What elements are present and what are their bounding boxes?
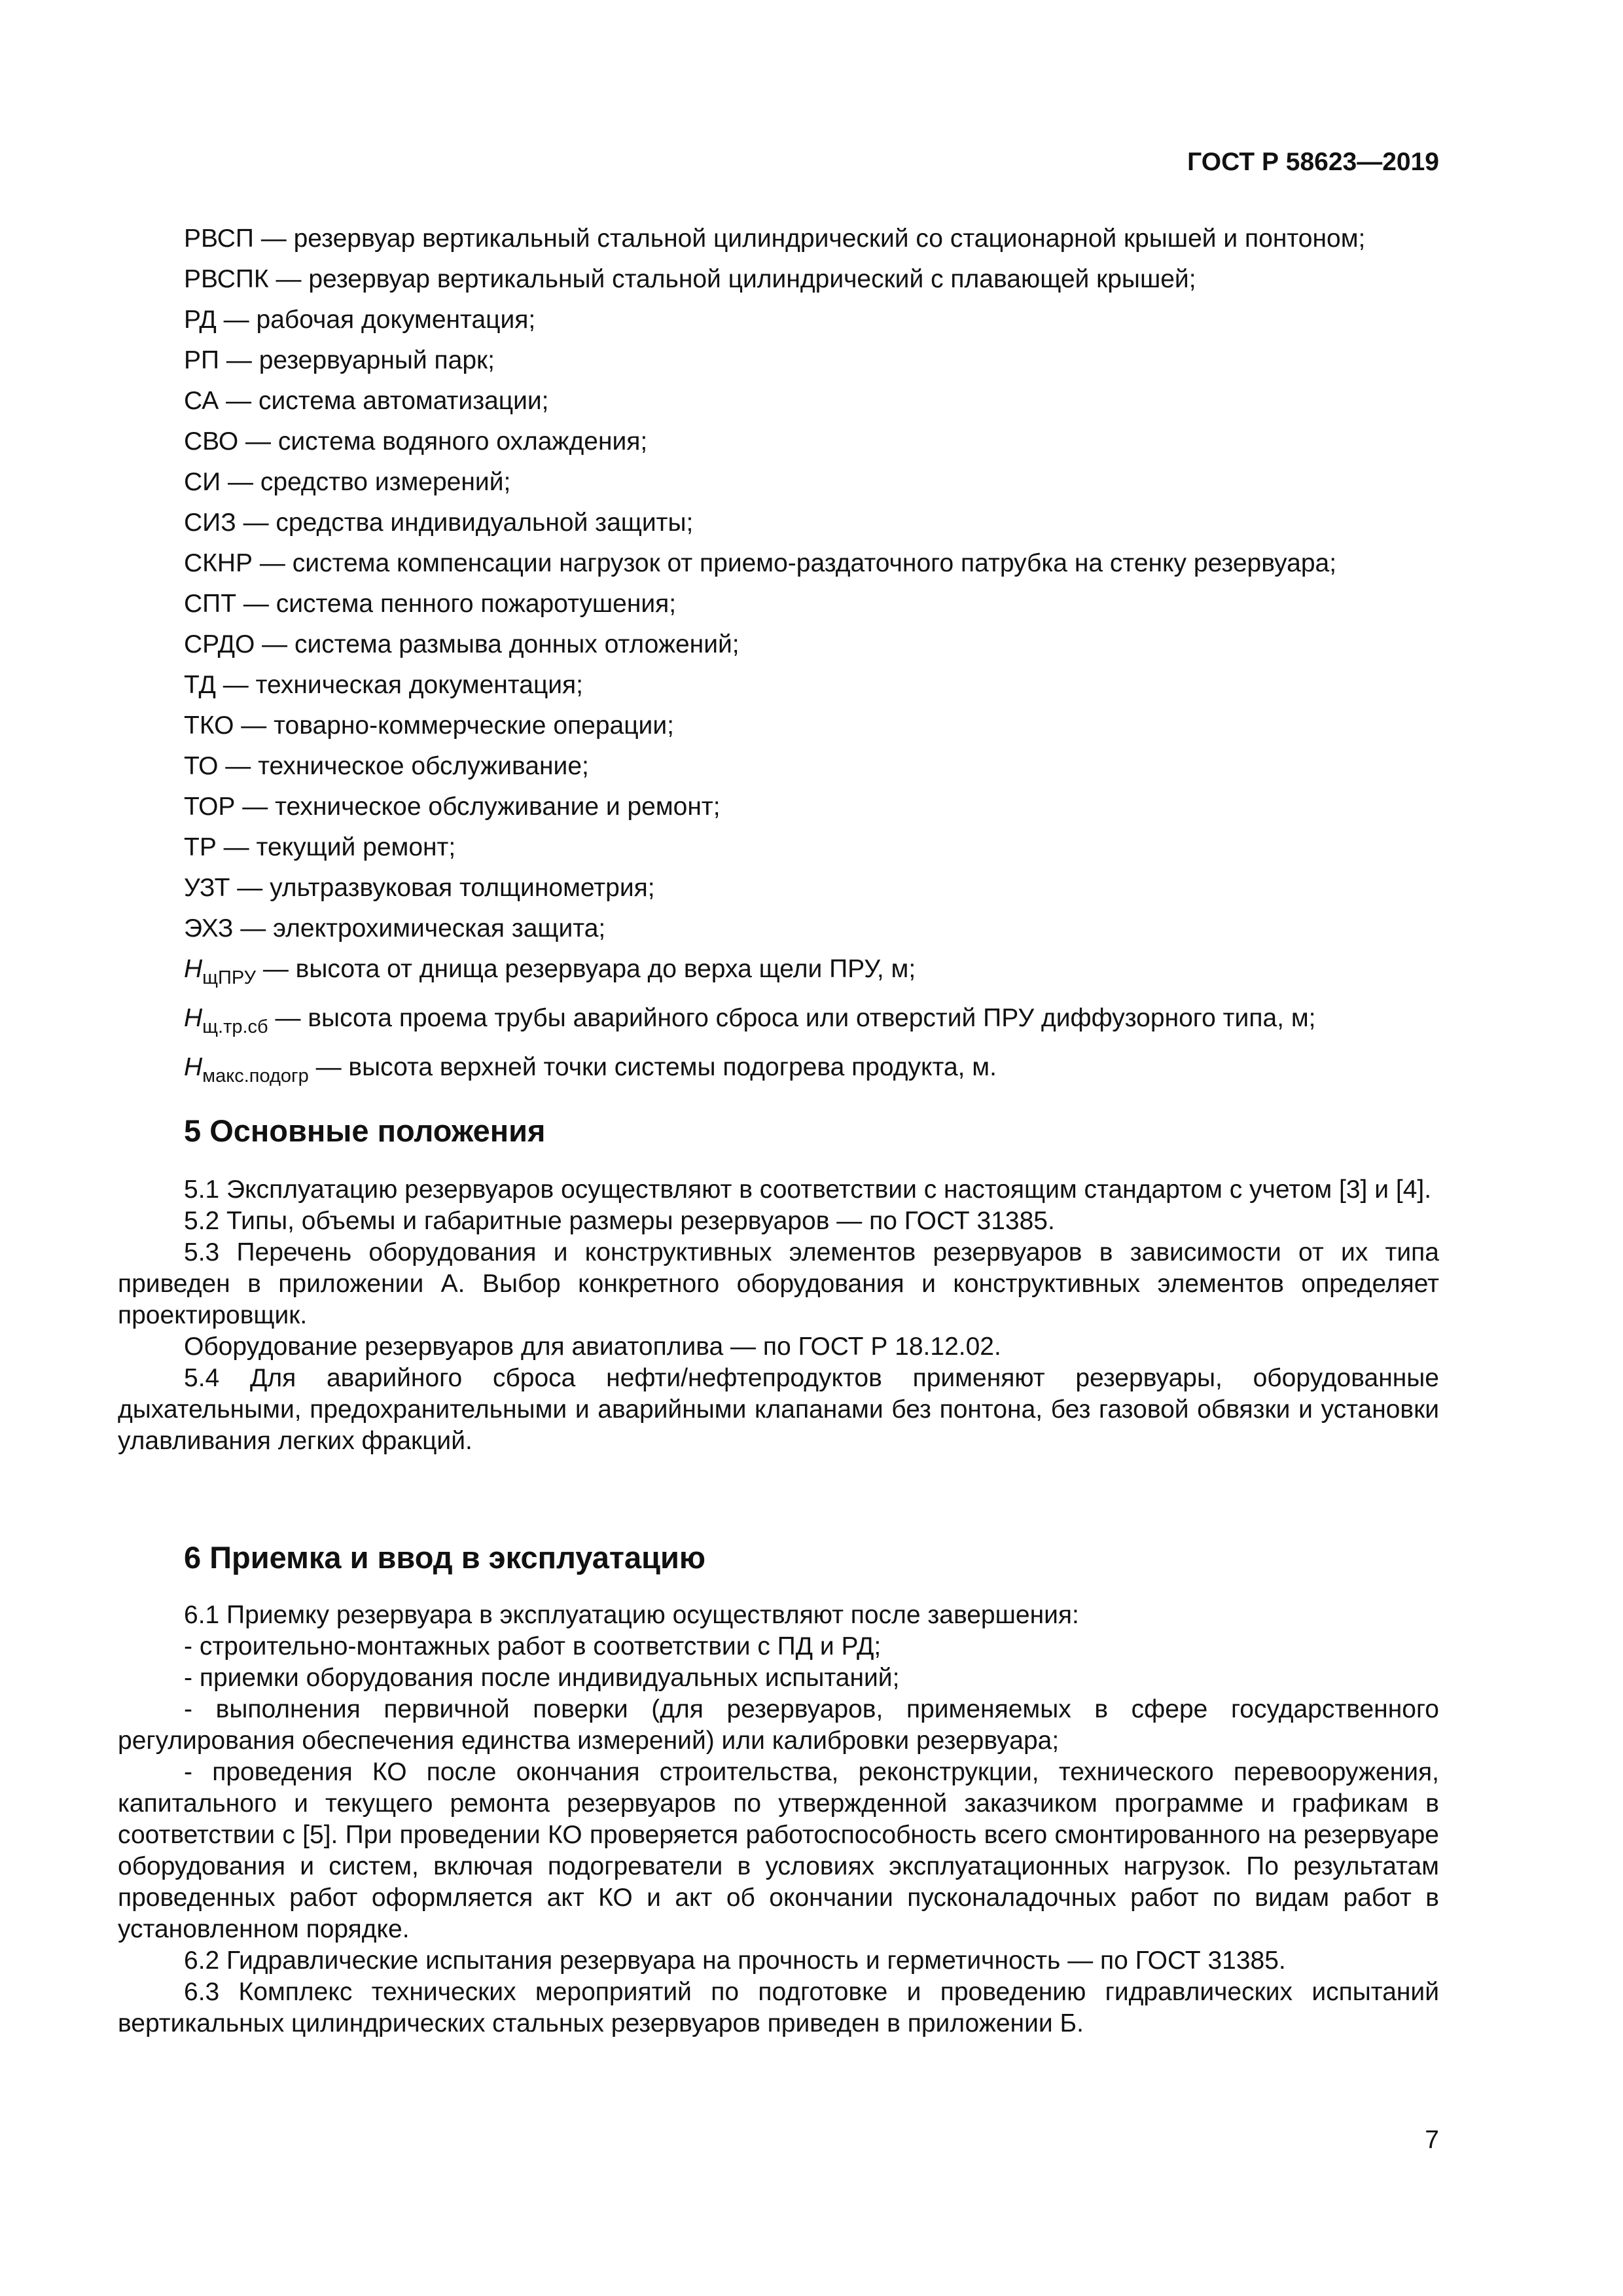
abbr-row: [184, 340, 1439, 381]
abbr-term: ТР: [184, 833, 217, 861]
abbr-row: [184, 624, 1439, 665]
abbr-definition: — система водяного охлаждения;: [238, 427, 648, 456]
symbol-definition: — высота проема трубы аварийного сброса или отверстий ПРУ диффузорного типа, м;: [268, 1004, 1316, 1032]
section-5-title: 5 Основные положения: [184, 1113, 546, 1148]
abbr-term: СВО: [184, 427, 239, 456]
abbr-definition: — техническое обслуживание и ремонт;: [235, 793, 721, 821]
abbr-row: [184, 746, 1439, 787]
abbr-row: [184, 422, 1439, 462]
symbol-definition: — высота верхней точки системы подогрева продукта, м.: [308, 1053, 997, 1081]
abbr-definition: — система автоматизации;: [219, 387, 549, 415]
abbreviations-list: [184, 219, 1439, 1096]
symbol-subscript: щ.тр.сб: [202, 1016, 268, 1037]
symbol-row: [184, 949, 1439, 998]
section-6-body: [118, 1600, 1439, 2039]
abbr-definition: — ультразвуковая толщинометрия;: [230, 874, 655, 902]
abbr-row: [184, 381, 1439, 422]
symbol-row: [184, 1047, 1439, 1096]
symbol-definition: — высота от днища резервуара до верха щели ПРУ, м;: [256, 955, 916, 983]
abbr-row: [184, 259, 1439, 300]
abbr-term: СА: [184, 387, 219, 415]
list-item: - строительно-монтажных работ в соответствии с ПД и РД;: [184, 1632, 882, 1660]
paragraph: 5.3 Перечень оборудования и конструктивных элементов резервуаров в зависимости от их типа приведен в приложении А. Выбор конкретного оборудования и конструктивных элементов определяет проектировщик.: [118, 1238, 1439, 1329]
abbr-definition: — техническая документация;: [215, 671, 584, 699]
abbr-term: СКНР: [184, 549, 253, 577]
abbr-term: ТД: [184, 671, 216, 699]
paragraph: 5.4 Для аварийного сброса нефти/нефтепродуктов применяют резервуары, оборудованные дыхательными, предохранительными и аварийными клапанами без понтона, без газовой обвязки и установки улавливания легких фракций.: [118, 1364, 1439, 1455]
abbr-definition: — средство измерений;: [221, 468, 511, 496]
symbol-letter: H: [184, 955, 203, 983]
document-code: ГОСТ Р 58623—2019: [1187, 148, 1439, 176]
section-5-body: [118, 1174, 1439, 1457]
abbr-row: [184, 787, 1439, 827]
abbr-row: [184, 584, 1439, 624]
paragraph: 6.1 Приемку резервуара в эксплуатацию осуществляют после завершения:: [184, 1601, 1079, 1629]
abbr-term: СИЗ: [184, 509, 236, 537]
list-item: - проведения КО после окончания строительства, реконструкции, технического перевооружения, капитального и текущего ремонта резервуаров по утвержденной заказчиком программе и графикам в соответствии с [5]. При проведении КО проверяется работоспособность всего смонтированного на резервуаре оборудования и систем, включая подогреватели в условиях эксплуатационных нагрузок. По результатам проведенных работ оформляется акт КО и акт об окончании пусконаладочных работ по видам работ в установленном порядке.: [118, 1758, 1439, 1943]
abbr-definition: — резервуар вертикальный стальной цилиндрический с плавающей крышей;: [268, 265, 1196, 293]
abbr-row: [184, 665, 1439, 706]
symbol-subscript: щПРУ: [202, 967, 257, 988]
abbr-row: [184, 300, 1439, 340]
abbr-row: [184, 219, 1439, 259]
abbr-definition: — система компенсации нагрузок от приемо-раздаточного патрубка на стенку резервуара;: [253, 549, 1337, 577]
abbr-term: ЭХЗ: [184, 914, 234, 942]
paragraph: 6.2 Гидравлические испытания резервуара на прочность и герметичность — по ГОСТ 31385.: [184, 1946, 1286, 1975]
abbr-definition: — товарно-коммерческие операции;: [234, 711, 674, 740]
paragraph: 6.3 Комплекс технических мероприятий по подготовке и проведению гидравлических испытаний вертикальных цилиндрических стальных резервуаров приведен в приложении Б.: [118, 1978, 1439, 2037]
abbr-term: СИ: [184, 468, 221, 496]
abbr-definition: — техническое обслуживание;: [218, 752, 589, 780]
abbr-row: [184, 543, 1439, 584]
abbr-row: [184, 868, 1439, 908]
abbr-term: УЗТ: [184, 874, 230, 902]
paragraph: 5.2 Типы, объемы и габаритные размеры резервуаров — по ГОСТ 31385.: [184, 1207, 1055, 1235]
abbr-row: [184, 503, 1439, 543]
section-6-title: 6 Приемка и ввод в эксплуатацию: [184, 1540, 706, 1575]
list-item: - выполнения первичной поверки (для резервуаров, применяемых в сфере государственного регулирования обеспечения единства измерений) или калибровки резервуара;: [118, 1695, 1439, 1755]
abbr-definition: — система размыва донных отложений;: [255, 630, 740, 658]
abbr-row: [184, 827, 1439, 868]
paragraph: Оборудование резервуаров для авиатоплива — по ГОСТ Р 18.12.02.: [184, 1333, 1001, 1361]
abbr-definition: — система пенного пожаротушения;: [236, 590, 677, 618]
abbr-definition: — рабочая документация;: [216, 306, 536, 334]
abbr-definition: — текущий ремонт;: [216, 833, 456, 861]
abbr-definition: — резервуар вертикальный стальной цилиндрический со стационарной крышей и понтоном;: [253, 224, 1366, 253]
abbr-term: СПТ: [184, 590, 237, 618]
symbol-letter: H: [184, 1053, 203, 1081]
list-item: - приемки оборудования после индивидуальных испытаний;: [184, 1664, 900, 1692]
abbr-definition: — электрохимическая защита;: [233, 914, 606, 942]
abbr-term: РД: [184, 306, 217, 334]
abbr-term: РВСПК: [184, 265, 269, 293]
abbr-row: [184, 706, 1439, 746]
abbr-term: СРДО: [184, 630, 255, 658]
abbr-row: [184, 462, 1439, 503]
abbr-term: РВСП: [184, 224, 254, 253]
abbr-term: РП: [184, 346, 220, 374]
abbr-definition: — резервуарный парк;: [219, 346, 495, 374]
abbr-term: ТКО: [184, 711, 234, 740]
abbr-row: [184, 908, 1439, 949]
abbr-term: ТО: [184, 752, 219, 780]
page-number: 7: [1425, 2126, 1439, 2154]
symbol-row: [184, 998, 1439, 1047]
symbol-letter: H: [184, 1004, 203, 1032]
abbr-term: ТОР: [184, 793, 236, 821]
paragraph: 5.1 Эксплуатацию резервуаров осуществляют в соответствии с настоящим стандартом с учетом [3] и [4].: [184, 1175, 1432, 1204]
symbol-subscript: макс.подогр: [202, 1066, 309, 1086]
abbr-definition: — средства индивидуальной защиты;: [236, 509, 694, 537]
